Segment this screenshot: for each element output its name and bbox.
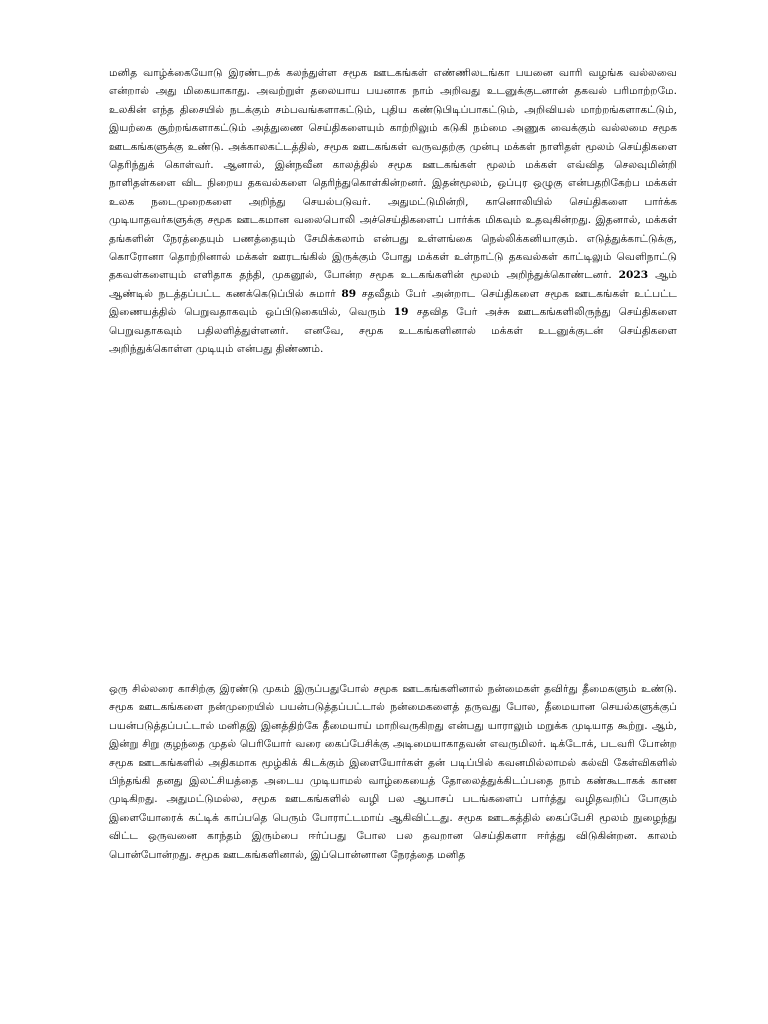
text-segment-bold: 2023 xyxy=(618,269,649,282)
text-segment: மனித வாழ்க்கையோடு இரண்டறக் கலந்துள்ள சமூக ஊடகங்கள் எண்ணிலடங்கா பயனை வாரி வழங்க வல்லவை என்றால் அது மிகையாகாது. அவற்றுள் தலையாய பயனாக நாம் அறிவது உடனுக்குடனான் தகவல் பரிமாற்றமே. உலகின் எந்த திசையில் நடக்கும் சம்பவங்களாகட்டும், புதிய கண்டுபிடிப்பாகட்டும், அறிவியல் மாற்றங்களாகட்டும், இயற்கை சூற்றங்களாகட்டும் அத்துணை செய்திகளையும் காற்றிலும் கடுகி நம்மை அணுக வைக்கும் வல்லமை சமூக ஊடகங்களுக்கு உண்டு. அக்காலகட்டத்தில், சமூக ஊடகங்கள் வருவதற்கு முன்பு மக்கள் நாளிதள் மூலம் செய்திகளை தெரிந்துக் கொள்வர். ஆனால், இன்நவீன காலத்தில் சமூக ஊடகங்கள் மூலம் மக்கள் எவ்வித செலவுமின்றி நாளிதள்களை விட நிறைய தகவல்களை தெரிந்துகொள்கின்றனர். இதன்மூலம், ஒப்புர ஒழுகு என்பதறிகேற்ப மக்கள் உலக நடைமுறைகளை அறிந்து செயல்படுவர். அதுமட்டுமின்றி, கானொலியில் செய்திகளை பார்க்க முடியாதவர்களுக்கு சமூக ஊடகமான வலைபொலி அச்செய்திகளைப் பார்க்க மிகவும் உதவுகின்றது. இதனால், மக்கள் தங்களின் நேரத்தையும் பணத்தையும் சேமிக்கலாம் என்பது உள்ளங்கை நெல்லிக்கனியாகும். எடுத்துக்காட்டுக்கு, கொரோனா தொற்றினால் மக்கள் ஊரடங்கில் இருக்கும் போது மக்கள் உள்நாட்டு தகவல்கள் காட்டிலும் வெளிநாட்டு தகவள்களையும் எளிதாக தந்தி, முகனூல், போன்ற சமூக உடகங்களின் மூலம் அறிந்துக்கொண்டனர். xyxy=(109,67,677,282)
text-segment-bold: 19 xyxy=(393,306,409,319)
text-segment: ஆம் ஆண்டில் நடத்தப்பட்ட கணக்கெடுப்பில் சுமார் xyxy=(109,269,677,300)
paragraph-social-media-benefits xyxy=(109,64,677,359)
text-segment-bold: 89 xyxy=(341,287,357,300)
text-segment: ஒரு சில்லரை காசிற்கு இரண்டு முகம் இருப்பதுபோல் சமூக ஊடகங்களினால் நன்மைகள் தவிர்து தீமைகளும் உண்டு. சமூக ஊடகங்களை நன்முறையில் பயன்படுத்தப்பட்டால் நன்மைகளைத் தருவது போல, தீமையான செயல்களுக்குப் பயன்படுத்தப்பட்டால் மனிதஇ இனத்திற்கே தீமையாய் மாறிவருகிறது என்பது யாராலும் மறுக்க முடியாத கூற்று. ஆம், இன்று சிறு குழந்தை முதல் பெரியோர் வரை கைப்பேசிக்கு அடிமையாகாதவன் எவருமிலர். டிக்டோக், படவரி போன்ற சமூக ஊடகங்களில் அதிகமாக மூழ்கிக் கிடக்கும் இளையோர்கள் தன் படிப்பில் கவனமில்லாமல் கல்வி கேள்விகளில் பிந்தங்கி தனது இலட்சியத்தை அடைய முடியாமல் வாழ்கையைத் தோலைத்துக்கிடப்பதை நாம் கண்கூடாகக் காண முடிகிறது. அதுமட்டுமல்ல, சமூக ஊடகங்களில் வழி பல ஆபாசப் படங்களைப் பார்த்து வழிதவறிப் போகும் இளையோரைக் கட்டிக் காப்பதெ பெரும் போராட்டமாய் ஆகிவிட்டது. சமூக ஊடகத்தில் கைப்பேசி மூலம் நுழைந்து விட்ட ஒருவனை காந்தம் இரும்பை ஈர்ப்பது போல பல தவறான செய்திகளா ஈர்த்து விடுகின்றன. காலம் பொன்போன்றது. சமூக ஊடகங்களினால், இப்பொன்னான நேரத்தை மனித xyxy=(109,683,677,861)
paragraph-social-media-harms xyxy=(109,680,677,864)
text-segment: சதவித பேர் அச்சு ஊடகங்களிலிருந்து செய்திகளை பெறுவதாகவும் பதிலளித்துள்ளனர். எனவே, சமூக உடகங்களினால் மக்கள் உடனுக்குடன் செய்திகளை அறிந்துக்கொள்ள முடியும் என்பது திண்ணம். xyxy=(109,306,677,356)
text-segment: சதவீதம் பேர் அன்றாட செய்திகளை சமூக ஊடகங்கள் உட்பட்ட இணையத்தில் பெறுவதாகவும் ஒப்பிடுகையில், வெரும் xyxy=(109,287,677,319)
